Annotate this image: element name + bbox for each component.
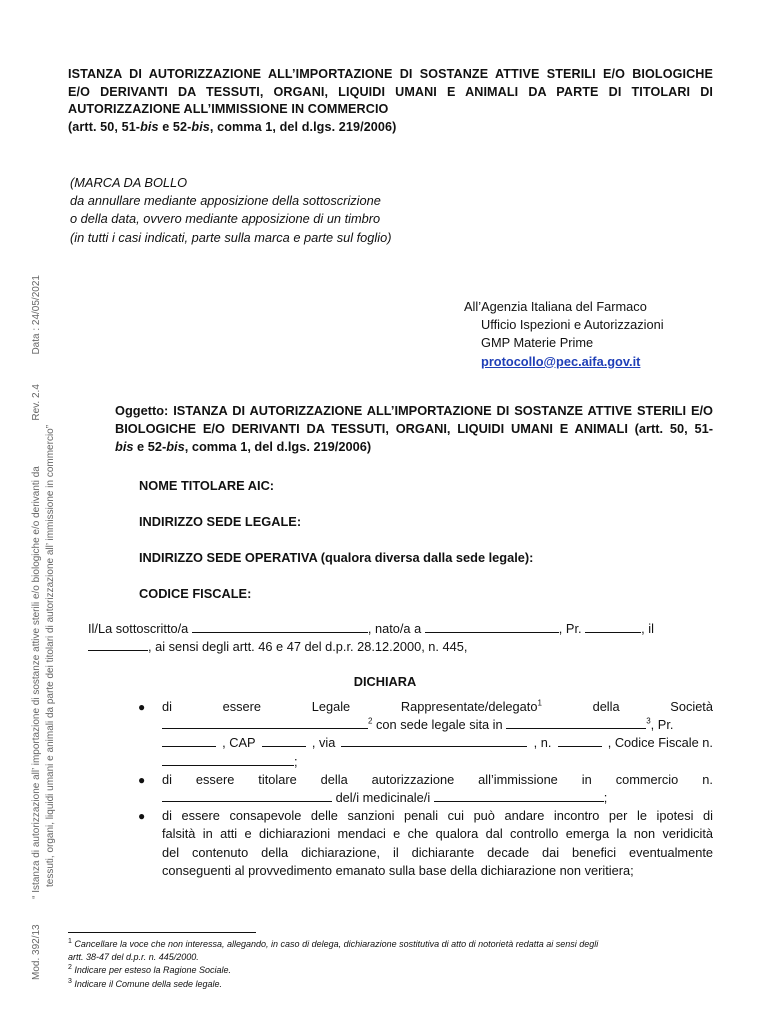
tax-code-blank[interactable]: [162, 753, 294, 766]
company-name-blank[interactable]: [162, 716, 368, 729]
bullet-icon: ●: [138, 772, 146, 787]
legal-basis-text: , ai sensi degli artt. 46 e 47 del d.p.r. 28.12.2000, n. 445,: [148, 639, 468, 655]
bullet-icon: ●: [138, 809, 146, 824]
module-code: Mod. 392/13: [31, 924, 42, 980]
footnote-ref: 1: [537, 698, 542, 708]
list-item: ● di essere titolare della autorizzazione all’immissione in commercio n. del/i medicinale/i ;: [138, 771, 713, 806]
revenue-stamp-note: [70, 174, 391, 247]
recipient-unit: GMP Materie Prime: [481, 335, 594, 351]
recipient-address: [464, 298, 664, 371]
medicinal-name-blank[interactable]: [434, 789, 604, 802]
list-item: ● di essere Legale Rappresentate/delegato$^1$ della Società $^2$ con sede legale sita in $^3$, Pr. , CAP , via , n. , Codice Fiscale n. ;: [138, 698, 713, 769]
field-label-codice-fiscale: CODICE FISCALE:: [139, 586, 252, 601]
list-item: ● di essere consapevole delle sanzioni penali cui può andare incontro per le ipotesi di falsità in atti e dichiarazioni mendaci e che qualora dal controllo emerga la non veridicità del contenuto della dichiarazione, il dichiarante decade dai benefici eventualmente conseguenti al provvedimento emanato sulla base della dichiarazione non veritiera;: [138, 808, 713, 878]
declarant-paragraph: [88, 620, 713, 656]
document-sidebar-metadata: [30, 80, 58, 980]
bollo-line: da annullare mediante apposizione della sottoscrizione: [70, 193, 381, 209]
subject-line: BIOLOGICHE E/O DERIVANTI DA TESSUTI, ORGANI, LIQUIDI UMANI E ANIMALI (artt. 50, 51-: [115, 421, 713, 436]
legal-seat-blank[interactable]: [506, 716, 646, 729]
subject-legal-reference: bis e 52-bis, comma 1, del d.lgs. 219/2006): [115, 439, 372, 454]
footnote-ref: 2: [368, 716, 373, 726]
cap-blank[interactable]: [262, 734, 306, 747]
document-title: [68, 66, 713, 136]
field-label-sede-operativa: INDIRIZZO SEDE OPERATIVA (qualora diversa dalla sede legale):: [139, 550, 534, 565]
recipient-email-link[interactable]: protocollo@pec.aifa.gov.it: [481, 353, 641, 369]
footnote-separator: [68, 932, 256, 933]
bollo-line: o della data, ovvero mediante apposizione di un timbro: [70, 211, 381, 227]
sidebar-title-part1: “ Istanza di autorizzazione all’ importazione di sostanze attive sterili e/o biologiche e/o derivanti da: [31, 466, 42, 899]
declaration-list: [138, 698, 713, 880]
footnote-1-continuation: artt. 38-47 del d.p.r. n. 445/2000.: [68, 952, 199, 963]
street-blank[interactable]: [341, 734, 527, 747]
birthplace-label: , nato/a a: [367, 621, 422, 636]
bullet-icon: ●: [138, 700, 146, 714]
subject-line: Oggetto: ISTANZA DI AUTORIZZAZIONE ALL’IMPORTAZIONE DI SOSTANZE ATTIVE STERILI E/O: [115, 403, 713, 418]
footnotes: [68, 938, 713, 991]
birthdate-label: , il: [641, 621, 654, 636]
footnote-ref: 3: [646, 716, 651, 726]
title-line: ISTANZA DI AUTORIZZAZIONE ALL’IMPORTAZIONE DI SOSTANZE ATTIVE STERILI E/O BIOLOGICHE: [68, 67, 713, 81]
revision-label: Rev. 2.4: [31, 384, 42, 421]
footnote-1: $^1$ Cancellare la voce che non interessa, allegando, in caso di delega, dichiarazione sostitutiva di atto di notorietà redatta ai sensi degli: [68, 938, 599, 949]
footnote-2: $^2$ Indicare per esteso la Ragione Sociale.: [68, 964, 232, 976]
recipient-agency: All’Agenzia Italiana del Farmaco: [464, 299, 647, 314]
bollo-line: (MARCA DA BOLLO: [70, 175, 188, 190]
aic-number-blank[interactable]: [162, 789, 332, 802]
province-blank[interactable]: [162, 734, 216, 747]
street-number-blank[interactable]: [558, 734, 602, 747]
recipient-office: Ufficio Ispezioni e Autorizzazioni: [481, 317, 664, 333]
footnote-3: $^3$ Indicare il Comune della sede legale.: [68, 977, 223, 989]
declaration-heading: DICHIARA: [353, 674, 417, 689]
sidebar-title-part2: tessuti, organi, liquidi umani e animali da parte dei titolari di autorizzazione all’ immissione in commercio”: [45, 424, 56, 887]
field-label-titolare-aic: NOME TITOLARE AIC:: [139, 478, 275, 493]
birthplace-blank[interactable]: [425, 620, 559, 633]
field-label-sede-legale: INDIRIZZO SEDE LEGALE:: [139, 514, 302, 529]
revision-date: Data : 24/05/2021: [31, 275, 42, 355]
province-label: , Pr.: [558, 621, 582, 636]
title-line: AUTORIZZAZIONE ALL’IMMISSIONE IN COMMERCIO: [68, 102, 389, 116]
title-line: E/O DERIVANTI DA TESSUTI, ORGANI, LIQUIDI UMANI E ANIMALI DA PARTE DI TITOLARI DI: [68, 84, 713, 99]
birthdate-blank[interactable]: [88, 638, 148, 651]
declarant-name-blank[interactable]: [192, 620, 368, 633]
bollo-line: (in tutti i casi indicati, parte sulla marca e parte sul foglio): [70, 229, 392, 245]
declarant-label: Il/La sottoscritto/a: [88, 621, 189, 636]
subject-block: [115, 402, 713, 456]
province-blank[interactable]: [585, 620, 641, 633]
title-legal-reference: (artt. 50, 51-bis e 52-bis, comma 1, del d.lgs. 219/2006): [68, 119, 397, 134]
